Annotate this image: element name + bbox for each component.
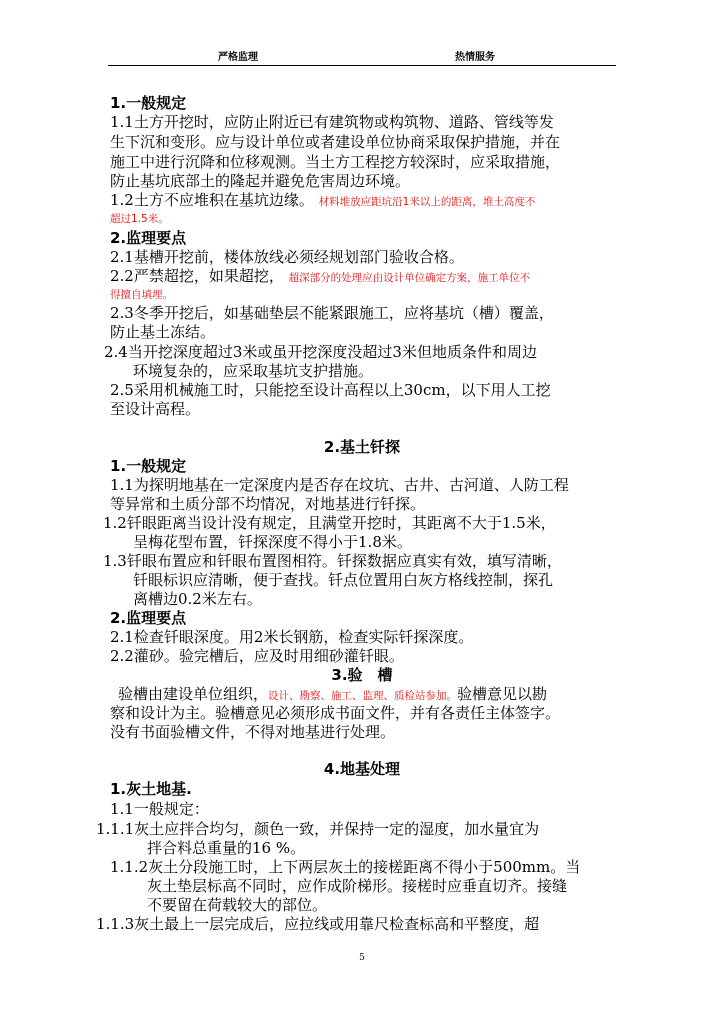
s2-para3-line1: 1.3钎眼布置应和钎眼布置图相符。钎探数据应真实有效，填写清晰， — [103, 552, 562, 570]
s1-point1: 2.1基槽开挖前，楼体放线必须经规划部门验收合格。 — [110, 248, 464, 266]
s1-point2-text: 2.2严禁超挖，如果超挖， — [110, 267, 284, 285]
s3-para-text-a: 验槽由建设单位组织， — [118, 685, 269, 703]
s1-point5-line2: 至设计高程。 — [110, 400, 201, 418]
s4-item1-line2: 拌合料总重量的16 %。 — [147, 839, 306, 857]
header-right-slogan: 热情服务 — [455, 52, 495, 63]
s2-point2: 2.2灌砂。验完槽后，应及时用细砂灌钎眼。 — [110, 647, 404, 665]
s4-item3-line1: 1.1.3灰土最上一层完成后，应拉线或用靠尺检查标高和平整度，超 — [96, 915, 540, 933]
s1-para2-note-cont: 超过1.5米。 — [110, 213, 169, 225]
s1-para1-line4: 防止基坑底部土的隆起并避免危害周边环境。 — [110, 172, 411, 190]
s1-point5-line1: 2.5采用机械施工时，只能挖至设计高程以上30cm，以下用人工挖 — [110, 381, 551, 399]
s1-point3-line2: 防止基土冻结。 — [110, 323, 216, 341]
s4-heading-lime-soil: 1.灰土地基. — [110, 780, 192, 798]
page-number: 5 — [359, 953, 365, 963]
s1-para2-note: 材料堆放应距坑沿1米以上的距离，堆土高度不 — [318, 196, 536, 208]
s2-para1-line2: 等异常和土质分部不均情况，对地基进行钎探。 — [110, 495, 426, 513]
s2-para2-line2: 呈梅花型布置，钎探深度不得小于1.8米。 — [133, 533, 412, 551]
s1-para1-line1: 1.1土方开挖时，应防止附近已有建筑物或构筑物、道路、管线等发 — [110, 113, 554, 131]
s1-point3-line1: 2.3冬季开挖后，如基础垫层不能紧跟施工，应将基坑（槽）覆盖， — [110, 304, 554, 322]
s2-para2-line1: 1.2钎眼距离当设计没有规定，且满堂开挖时，其距离不大于1.5米， — [103, 514, 556, 532]
s2-heading-supervision: 2.监理要点 — [110, 609, 187, 627]
s4-item2-line3: 不要留在荷载较大的部位。 — [147, 896, 328, 914]
s2-heading-general: 1.一般规定 — [110, 457, 187, 475]
s3-para-line1 — [118, 685, 547, 706]
s4-item2-line1: 1.1.2灰土分段施工时，上下两层灰土的接槎距离不得小于500mm。当 — [110, 858, 581, 876]
s1-point2-note-cont: 得擅自填埋。 — [110, 289, 173, 301]
s1-point4-line2: 环境复杂的，应采取基坑支护措施。 — [133, 362, 374, 380]
s1-point4-line1: 2.4当开挖深度超过3米或虽开挖深度没超过3米但地质条件和周边 — [104, 343, 537, 361]
s1-heading-general: 1.一般规定 — [110, 94, 187, 112]
header-rule — [108, 65, 616, 66]
s2-title: 2.基土钎探 — [323, 438, 401, 456]
s3-para-text-b: 验槽意见以勘 — [457, 685, 548, 703]
s4-general-rule: 1.1一般规定： — [110, 800, 209, 818]
s1-para1-line3: 施工中进行沉降和位移观测。当土方工程挖方较深时，应采取措施， — [110, 153, 561, 171]
s3-para-line2: 察和设计为主。验槽意见必须形成书面文件，并有各责任主体签字。 — [110, 704, 561, 722]
s3-para-line3: 没有书面验槽文件，不得对地基进行处理。 — [110, 723, 396, 741]
s4-item2-line2: 灰土垫层标高不同时，应作成阶梯形。接槎时应垂直切齐。接缝 — [147, 877, 568, 895]
s3-title: 3.验 槽 — [331, 666, 393, 684]
s2-para1-line1: 1.1为探明地基在一定深度内是否存在坟坑、古井、古河道、人防工程 — [110, 476, 569, 494]
s1-para1-line2: 生下沉和变形。应与设计单位或者建设单位协商采取保护措施，并在 — [110, 133, 561, 151]
s4-title: 4.地基处理 — [323, 760, 401, 778]
s4-item1-line1: 1.1.1灰土应拌合均匀，颜色一致，并保持一定的湿度，加水量宜为 — [96, 820, 540, 838]
s2-point1: 2.1检查钎眼深度。用2米长钢筋，检查实际钎探深度。 — [110, 628, 474, 646]
s1-heading-supervision: 2.监理要点 — [110, 229, 187, 247]
s1-para2-line1 — [110, 191, 535, 212]
s1-point2-line1 — [110, 267, 530, 288]
s1-para2-text: 1.2土方不应堆积在基坑边缘。 — [110, 191, 314, 209]
s2-para3-line2: 钎眼标识应清晰，便于查找。钎点位置用白灰方格线控制，探孔 — [133, 571, 554, 589]
header-left-slogan: 严格监理 — [218, 52, 258, 63]
s2-para3-line3: 离槽边0.2米左右。 — [133, 590, 262, 608]
page-header — [108, 48, 616, 66]
s3-para-note: 设计、勘察、施工、监理、质检站参加。 — [268, 690, 458, 702]
s1-point2-note: 超深部分的处理应由设计单位确定方案，施工单位不 — [288, 272, 531, 284]
